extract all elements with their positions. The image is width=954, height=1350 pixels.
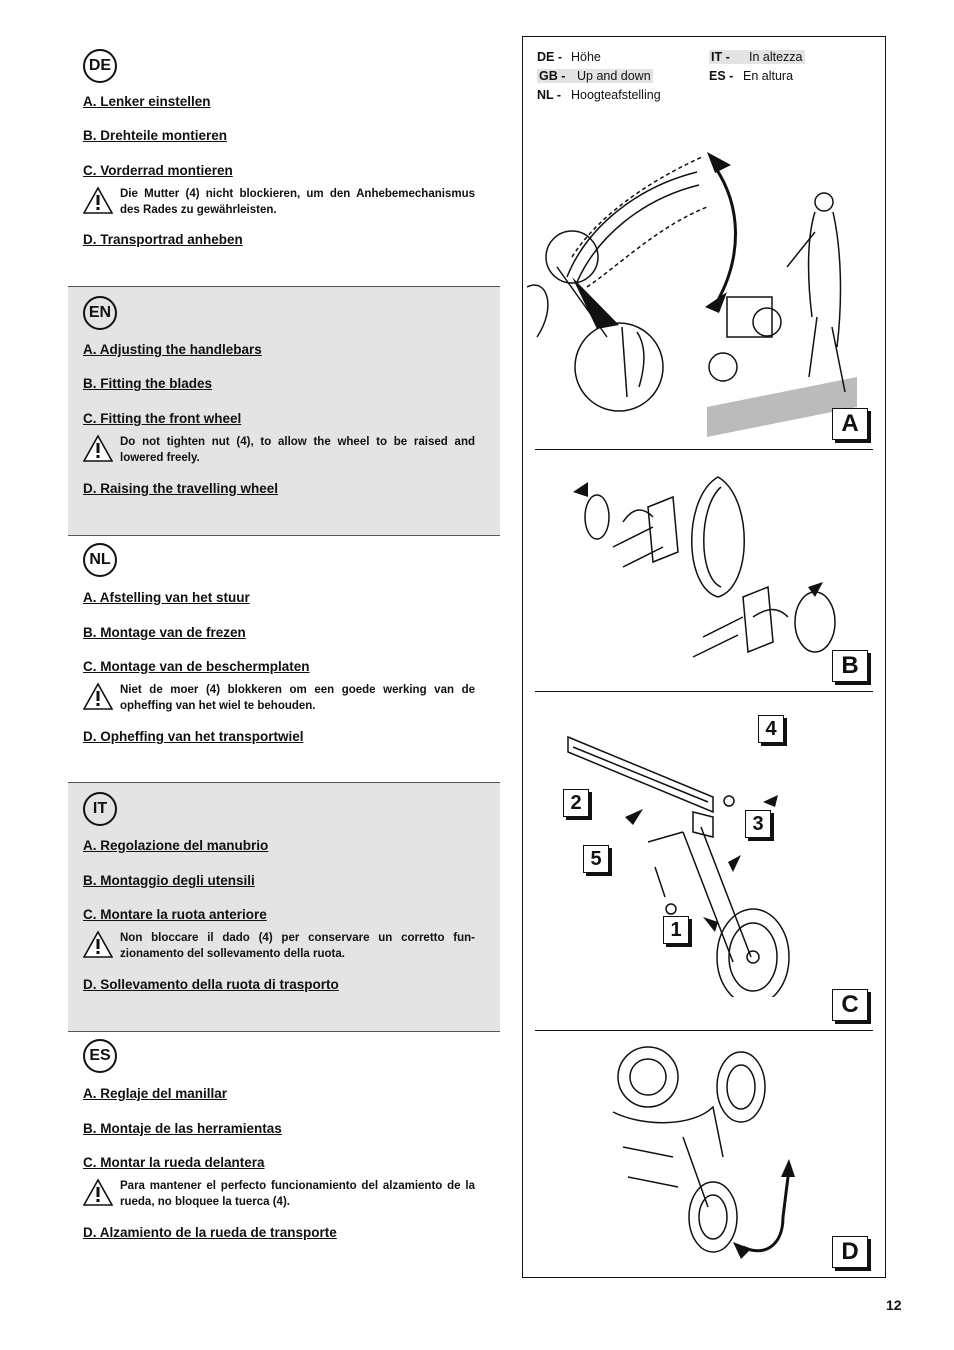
section-it <box>68 782 500 1032</box>
section-es <box>68 1031 500 1271</box>
figure-label-a: A <box>832 408 868 440</box>
part-number-4: 4 <box>758 715 784 743</box>
legend-gb: GB - Up and down <box>539 69 651 83</box>
instruction-c: C. Montage van de beschermplaten <box>83 659 310 674</box>
warning-text: Non bloccare il dado (4) per conservare un corretto fun-zionamento del sollevamento della ruota. <box>120 932 475 960</box>
instruction-d: D. Transportrad anheben <box>83 232 243 247</box>
figure-divider <box>535 449 873 450</box>
instruction-b: B. Montage van de frezen <box>83 625 246 640</box>
figure-d-raise-wheel-illustration <box>603 1037 823 1267</box>
figure-label-b: B <box>832 650 868 682</box>
lang-badge-de: DE <box>83 49 117 83</box>
warning-note <box>83 1178 475 1210</box>
instruction-d: D. Sollevamento della ruota di trasporto <box>83 977 339 992</box>
part-number-1: 1 <box>663 916 689 944</box>
legend-de: DE - Höhe <box>537 50 601 64</box>
section-en <box>68 286 500 536</box>
instruction-a: A. Lenker einstellen <box>83 94 211 109</box>
instruction-b: B. Drehteile montieren <box>83 128 228 143</box>
warning-icon <box>83 682 113 710</box>
part-number-5: 5 <box>583 845 609 873</box>
figure-a-handlebar-illustration <box>527 107 867 447</box>
warning-note <box>83 682 475 714</box>
warning-note <box>83 434 475 466</box>
legend-es: ES - En altura <box>709 69 794 83</box>
figure-label-c: C <box>832 989 868 1021</box>
warning-text: Para mantener el perfecto funcionamiento del alzamiento de la rueda, no bloquee la tuerca (4). <box>120 1180 475 1208</box>
instruction-c: C. Montare la ruota anteriore <box>83 907 267 922</box>
warning-text: Niet de moer (4) blokkeren om een goede werking van de opheffing van het wiel te behouden. <box>120 684 475 712</box>
warning-icon <box>83 930 113 958</box>
lang-badge-es: ES <box>83 1039 117 1073</box>
instruction-a: A. Afstelling van het stuur <box>83 590 250 605</box>
instruction-d: D. Raising the travelling wheel <box>83 481 279 496</box>
warning-icon <box>83 434 113 462</box>
legend-nl: NL - Hoogteafstelling <box>537 88 661 102</box>
part-number-2: 2 <box>563 789 589 817</box>
instruction-d: D. Alzamiento de la rueda de transporte <box>83 1225 337 1240</box>
warning-note <box>83 186 475 218</box>
part-number-3: 3 <box>745 810 771 838</box>
instruction-c: C. Montar la rueda delantera <box>83 1155 265 1170</box>
figure-divider <box>535 1030 873 1031</box>
warning-text: Die Mutter (4) nicht blockieren, um den Anhebemechanismus des Rades zu gewährleisten. <box>120 188 475 216</box>
figure-b-blades-illustration <box>553 457 853 677</box>
warning-icon <box>83 1178 113 1206</box>
instruction-c: C. Fitting the front wheel <box>83 411 242 426</box>
legend-it: IT - In altezza <box>711 50 803 64</box>
lang-badge-en: EN <box>83 296 117 330</box>
instruction-a: A. Reglaje del manillar <box>83 1086 228 1101</box>
instruction-b: B. Montaggio degli utensili <box>83 873 255 888</box>
instruction-a: A. Adjusting the handlebars <box>83 342 262 357</box>
warning-text: Do not tighten nut (4), to allow the wheel to be raised and lowered freely. <box>120 436 475 464</box>
warning-icon <box>83 186 113 214</box>
instruction-a: A. Regolazione del manubrio <box>83 838 269 853</box>
instruction-b: B. Fitting the blades <box>83 376 213 391</box>
page-number: 12 <box>886 1297 902 1313</box>
instruction-b: B. Montaje de las herramientas <box>83 1121 282 1136</box>
section-de <box>68 36 500 286</box>
section-nl <box>68 535 500 782</box>
instruction-d: D. Opheffing van het transportwiel <box>83 729 304 744</box>
lang-badge-it: IT <box>83 792 117 826</box>
figure-label-d: D <box>832 1236 868 1268</box>
figure-divider <box>535 691 873 692</box>
lang-badge-nl: NL <box>83 543 117 577</box>
instruction-c: C. Vorderrad montieren <box>83 163 233 178</box>
warning-note <box>83 930 475 962</box>
illustration-panel <box>522 36 886 1278</box>
